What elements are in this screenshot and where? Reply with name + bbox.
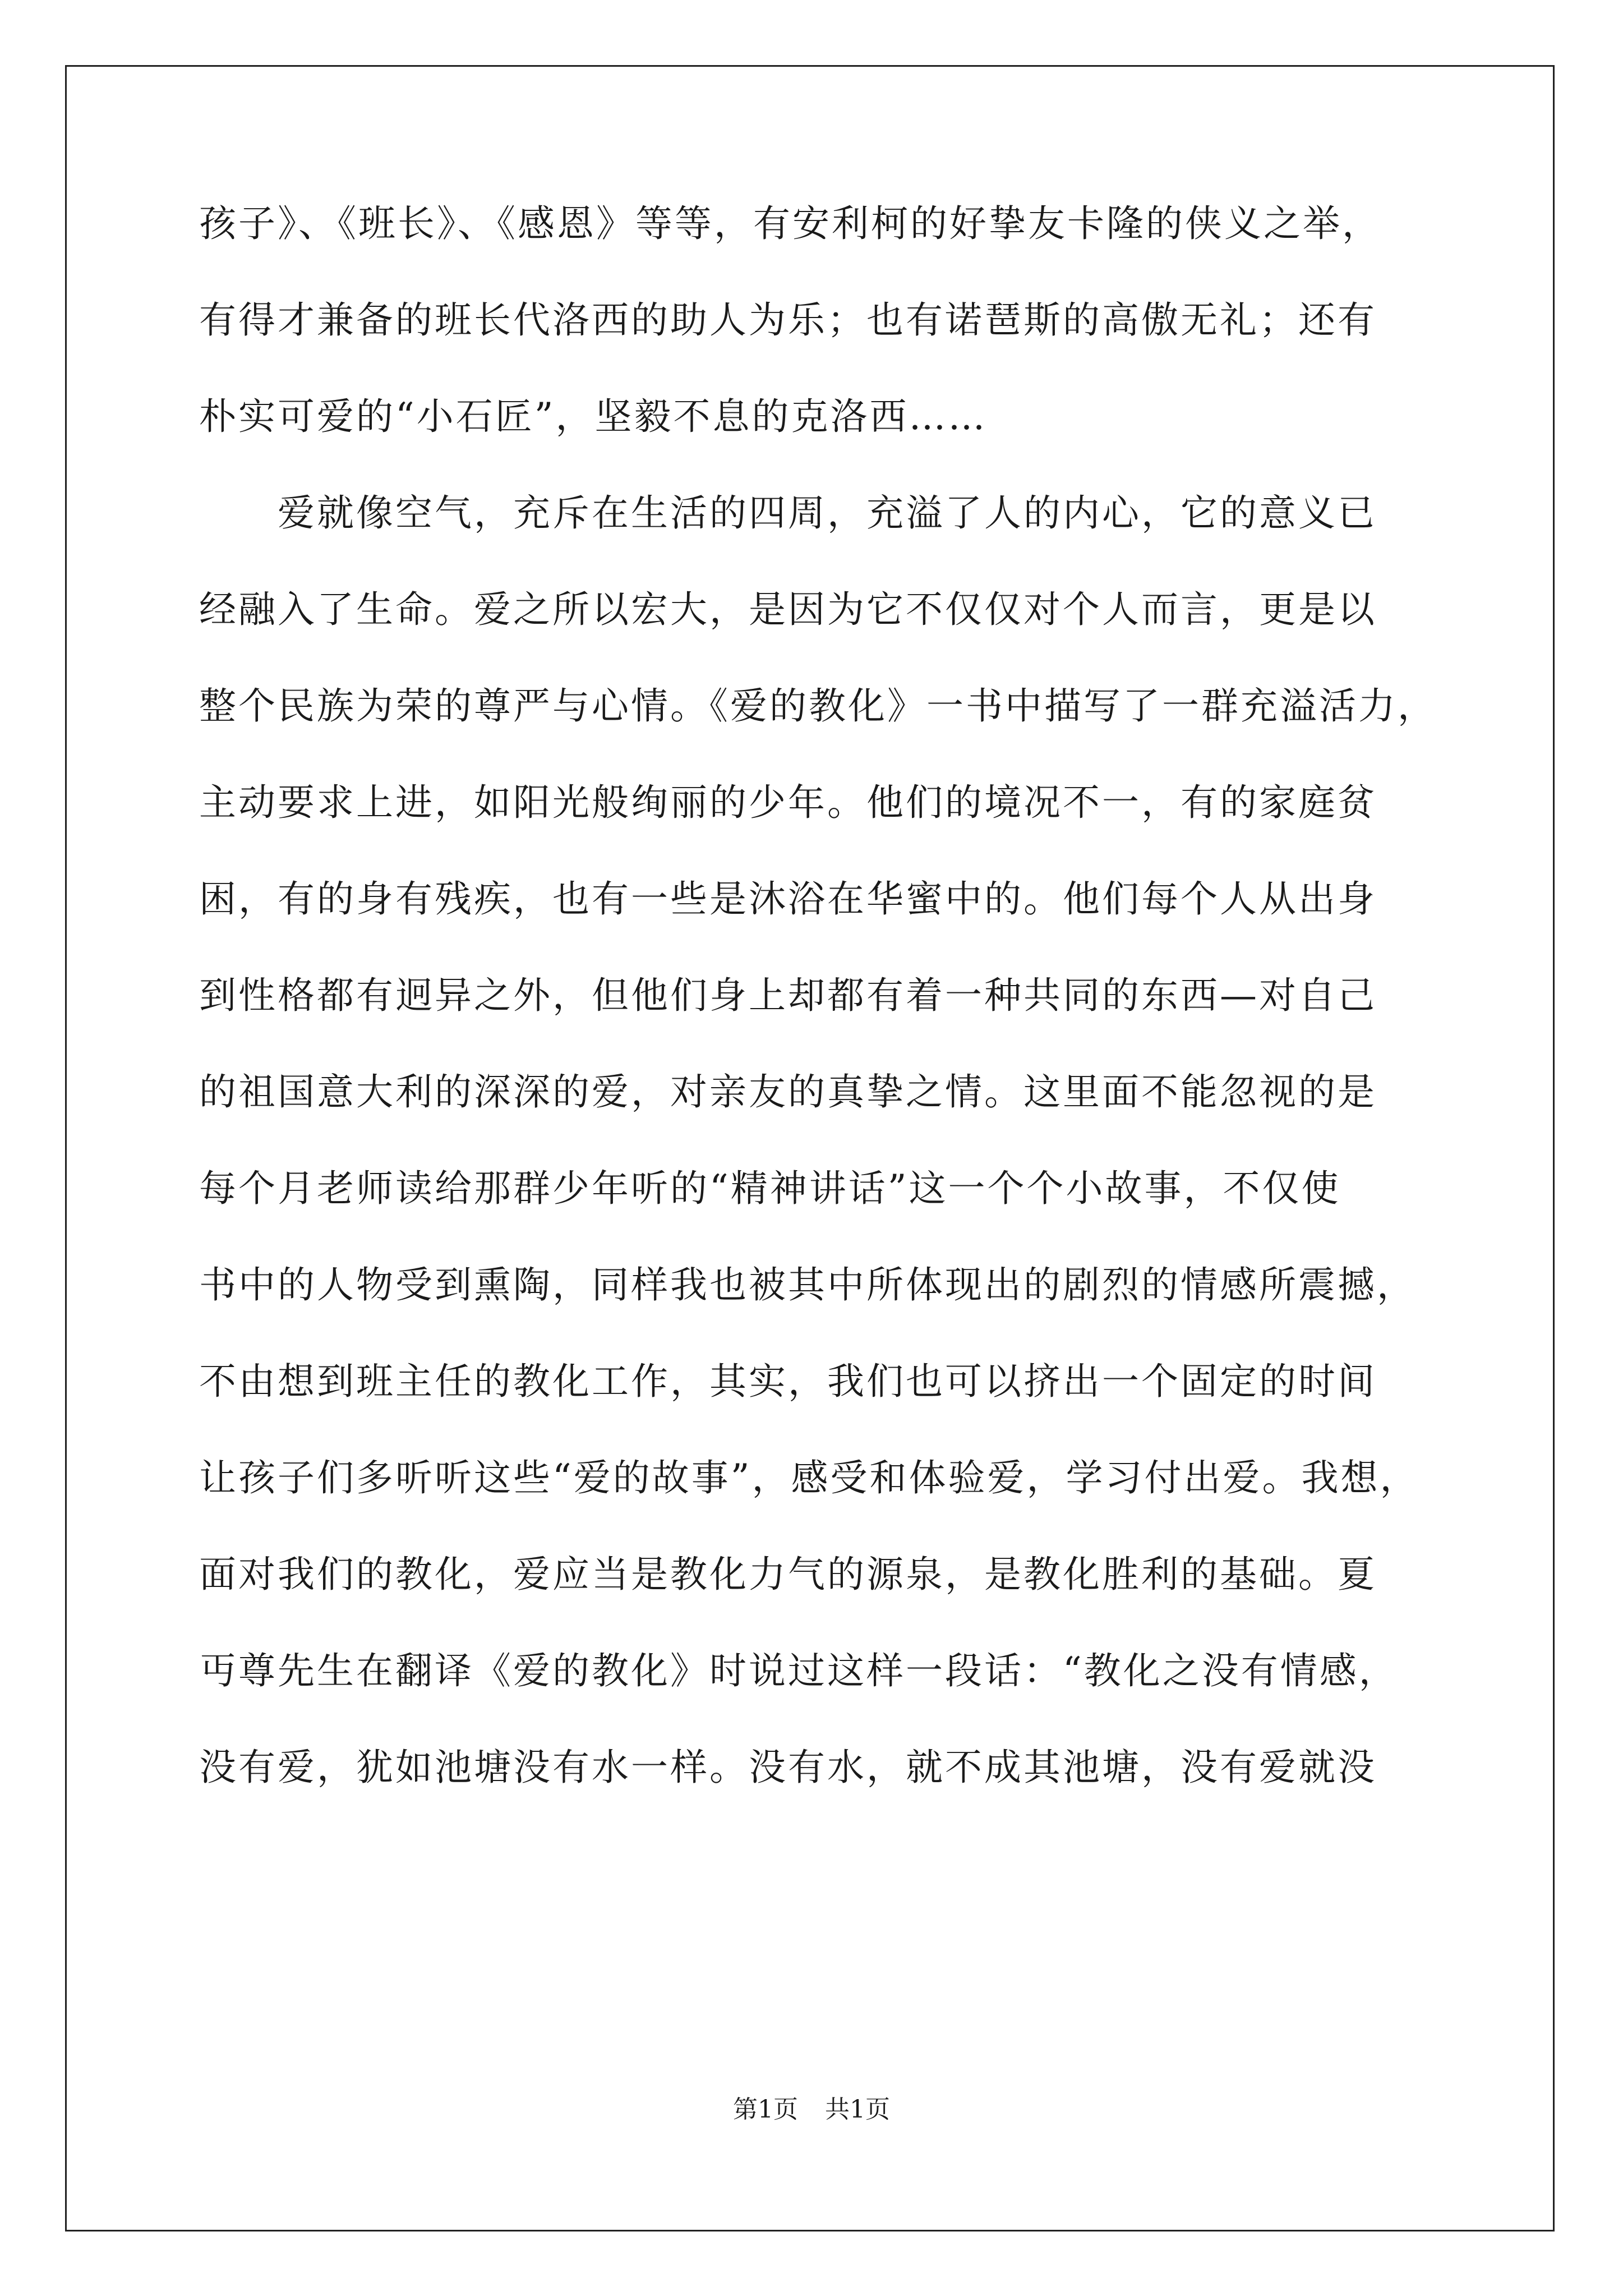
text-line: 有得才兼备的班长代洛西的助人为乐；也有诺琶斯的高傲无礼；还有 [199,298,1377,342]
text-line: 朴实可爱的“小石匠”，坚毅不息的克洛西…… [199,395,988,438]
text-line: 困，有的身有残疾，也有一些是沐浴在华蜜中的。他们每个人从出身 [199,877,1377,921]
text-line: 让孩子们多听听这些“爱的故事”，感受和体验爱，学习付出爱。我想， [199,1456,1419,1499]
text-line: 整个民族为荣的尊严与心情。《爱的教化》一书中描写了一群充溢活力， [199,684,1437,728]
text-line: 不由想到班主任的教化工作，其实，我们也可以挤出一个固定的时间 [199,1360,1377,1403]
page-footer [0,2089,1623,2125]
text-line: 书中的人物受到熏陶，同样我也被其中所体现出的剧烈的情感所震撼， [199,1263,1416,1306]
text-line: 面对我们的教化，爱应当是教化力气的源泉，是教化胜利的基础。夏 [199,1553,1377,1596]
text-line: 丏尊先生在翻译《爱的教化》时说过这样一段话：“教化之没有情感， [199,1649,1398,1692]
text-line: 每个月老师读给那群少年听的“精神讲话”这一个个小故事，不仅使 [199,1167,1341,1210]
text-line: 没有爱，犹如池塘没有水一样。没有水，就不成其池塘，没有爱就没 [199,1746,1377,1789]
paragraph-start-line: 爱就像空气，充斥在生活的四周，充溢了人的内心，它的意义已 [278,491,1377,535]
text-line: 孩子》、《班长》、《感恩》等等，有安利柯的好挚友卡隆的侠义之举， [199,202,1381,245]
document-body [199,202,1437,1846]
text-line: 到性格都有迥异之外，但他们身上却都有着一种共同的东西—对自己 [199,974,1377,1017]
text-line: 主动要求上进，如阳光般绚丽的少年。他们的境况不一，有的家庭贫 [199,781,1377,824]
text-line: 的祖国意大利的深深的爱，对亲友的真挚之情。这里面不能忽视的是 [199,1070,1377,1114]
page-number: 第1页 [733,2095,798,2124]
text-line: 经融入了生命。爱之所以宏大，是因为它不仅仅对个人而言，更是以 [199,588,1377,631]
page-total: 共1页 [825,2095,890,2124]
